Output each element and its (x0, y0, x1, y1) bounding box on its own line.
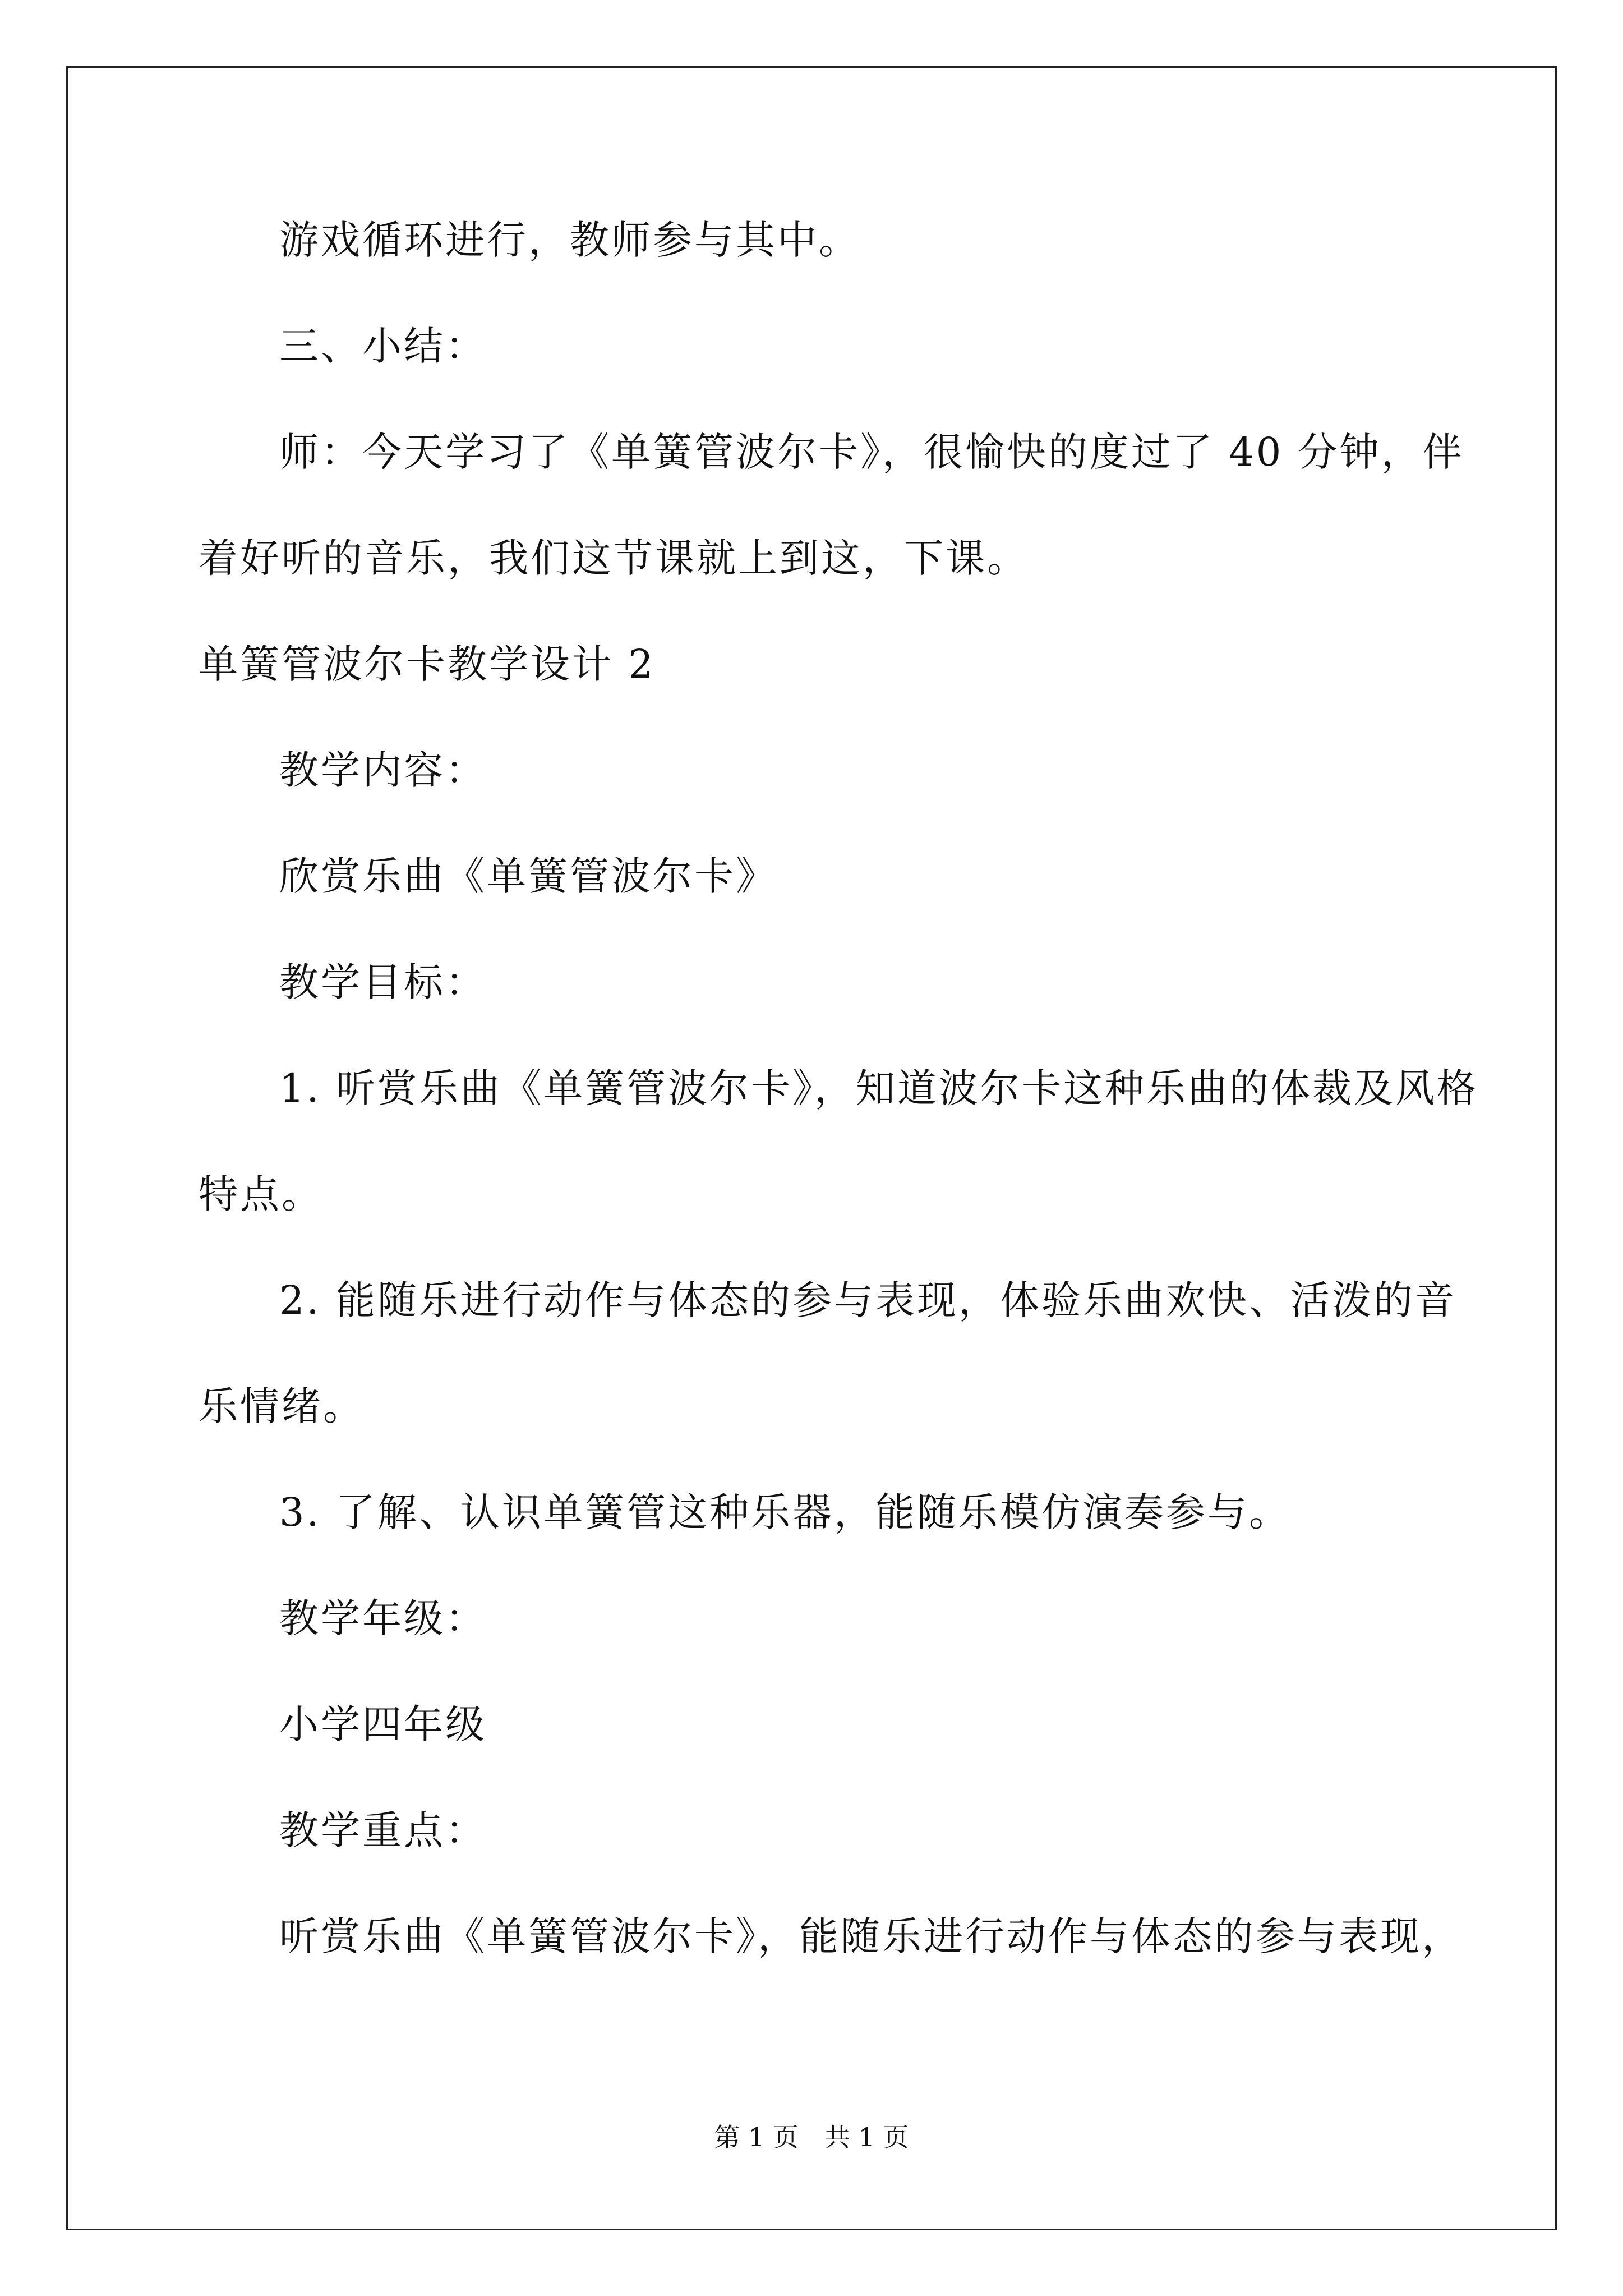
paragraph-line: 乐情绪。 (199, 1383, 365, 1429)
paragraph-line: 着好听的音乐，我们这节课就上到这，下课。 (199, 535, 1029, 581)
section-heading: 三、小结： (279, 323, 487, 369)
document-subtitle: 单簧管波尔卡教学设计 2 (199, 641, 656, 687)
paragraph-line: 听赏乐曲《单簧管波尔卡》，能随乐进行动作与体态的参与表现， (279, 1913, 1463, 1959)
page-number: 第 1 页 共 1 页 (714, 2122, 909, 2152)
section-heading: 教学重点： (279, 1807, 487, 1853)
paragraph-line: 欣赏乐曲《单簧管波尔卡》 (279, 853, 777, 899)
paragraph-line: 1. 听赏乐曲《单簧管波尔卡》，知道波尔卡这种乐曲的体裁及风格 (279, 1065, 1479, 1111)
paragraph-line: 小学四年级 (279, 1701, 487, 1747)
section-heading: 教学内容： (279, 747, 487, 793)
paragraph-line: 3. 了解、认识单簧管这种乐器，能随乐模仿演奏参与。 (279, 1489, 1291, 1535)
paragraph-line: 2. 能随乐进行动作与体态的参与表现，体验乐曲欢快、活泼的音 (279, 1277, 1457, 1323)
paragraph-line: 游戏循环进行，教师参与其中。 (279, 217, 860, 263)
section-heading: 教学目标： (279, 959, 487, 1005)
paragraph-line: 师：今天学习了《单簧管波尔卡》，很愉快的度过了 40 分钟，伴 (279, 429, 1464, 475)
paragraph-line: 特点。 (199, 1171, 323, 1217)
section-heading: 教学年级： (279, 1595, 487, 1641)
page-border (66, 66, 1557, 2230)
